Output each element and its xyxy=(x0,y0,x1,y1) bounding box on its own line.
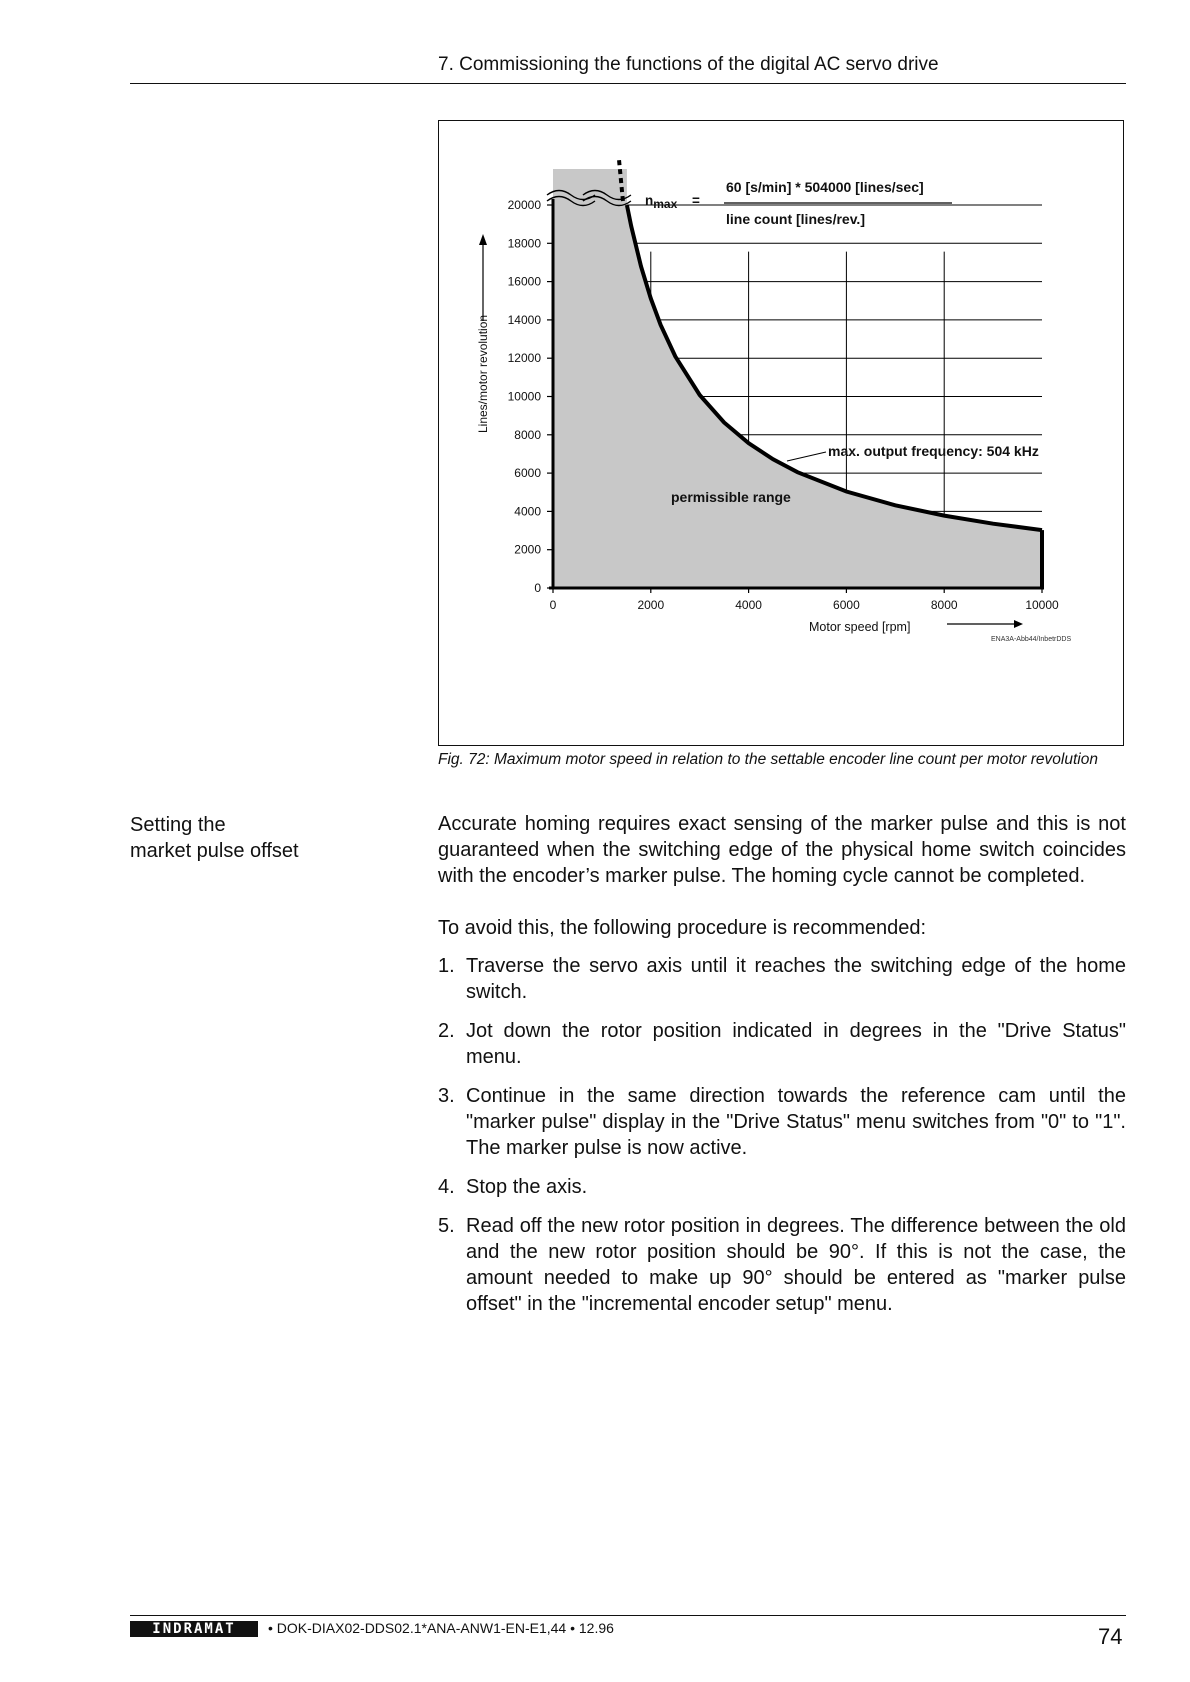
procedure-step xyxy=(438,1174,1126,1200)
procedure-lead: To avoid this, the following procedure is recommended: xyxy=(438,917,927,939)
y-tick-label: 6000 xyxy=(514,466,541,481)
curve-label-leader xyxy=(787,452,826,461)
y-tick-label: 0 xyxy=(534,581,541,595)
y-tick-label: 18000 xyxy=(507,236,541,251)
margin-heading-line-2: market pulse offset xyxy=(130,840,299,862)
procedure-step xyxy=(438,1083,1126,1161)
x-tick-label: 4000 xyxy=(735,598,762,612)
procedure-step xyxy=(438,1213,1126,1317)
header-rule xyxy=(130,83,1126,84)
step-text: Read off the new rotor position in degrees. The difference between the old and the new rotor position should be 90°. If this is not the case, the amount needed to make up 90° should be entered as "marker pulse offset" in the "incremental encoder setup" menu. xyxy=(466,1215,1126,1315)
step-text: Traverse the servo axis until it reaches the switching edge of the home switch. xyxy=(466,955,1126,1003)
formula-denominator: line count [lines/rev.] xyxy=(726,211,865,227)
formula-lhs: nmax xyxy=(645,193,678,211)
step-number: 1. xyxy=(438,955,455,977)
step-text: Continue in the same direction towards the reference cam until the "marker pulse" display in the "Drive Status" menu switches from "0" to "1". The marker pulse is now active. xyxy=(466,1085,1126,1159)
step-text: Jot down the rotor position indicated in degrees in the "Drive Status" menu. xyxy=(466,1020,1126,1068)
y-tick-label: 14000 xyxy=(507,312,541,327)
y-axis-arrow-head xyxy=(479,234,487,245)
indramat-logo: INDRAMAT xyxy=(130,1621,258,1637)
x-tick-label: 2000 xyxy=(637,598,665,612)
y-tick-label: 10000 xyxy=(507,389,541,404)
x-tick-label: 6000 xyxy=(833,598,860,612)
footer-rule xyxy=(130,1615,1126,1616)
step-text: Stop the axis. xyxy=(466,1176,588,1198)
region-label: permissible range xyxy=(671,489,791,505)
procedure-list xyxy=(438,953,1126,1317)
source-tag: ENA3A-Abb44/InbetrDDS xyxy=(991,636,1072,643)
procedure-step xyxy=(438,1018,1126,1070)
x-axis-arrow-head xyxy=(1014,620,1023,628)
intro-paragraph: Accurate homing requires exact sensing of the marker pulse and this is not guaranteed when the switching edge of the physical home switch coincides with the encoder’s marker pulse. The homing cycle cannot be completed. xyxy=(438,813,1126,887)
y-tick-label: 4000 xyxy=(514,504,541,519)
y-axis-label: Lines/motor revolution xyxy=(476,314,490,433)
chart xyxy=(439,121,1125,747)
permissible-area xyxy=(553,169,1042,588)
y-tick-label: 8000 xyxy=(514,427,541,442)
page-number: 74 xyxy=(1098,1624,1123,1649)
x-tick-label: 10000 xyxy=(1025,598,1059,612)
step-number: 3. xyxy=(438,1085,455,1107)
procedure-step xyxy=(438,953,1126,1005)
y-tick-label: 20000 xyxy=(507,198,541,212)
y-tick-label: 16000 xyxy=(507,274,541,289)
x-tick-label: 8000 xyxy=(930,598,958,612)
x-axis-label: Motor speed [rpm] xyxy=(809,620,911,634)
curve-label: max. output frequency: 504 kHz xyxy=(828,443,1039,459)
page-header-title: 7. Commissioning the functions of the digital AC servo drive xyxy=(438,54,939,75)
footer-document-id: • DOK-DIAX02-DDS02.1*ANA-ANW1-EN-E1,44 • 12.96 xyxy=(268,1620,614,1636)
x-tick-label: 0 xyxy=(549,598,557,612)
y-tick-label: 12000 xyxy=(507,351,541,366)
x-tick-labels xyxy=(550,588,1059,612)
step-number: 4. xyxy=(438,1176,455,1198)
step-number: 2. xyxy=(438,1020,455,1042)
step-number: 5. xyxy=(438,1215,455,1237)
figure-caption: Fig. 72: Maximum motor speed in relation to the settable encoder line count per motor revolution xyxy=(438,751,1098,768)
margin-heading xyxy=(130,812,299,864)
body-text xyxy=(438,811,1126,1330)
y-tick-label: 2000 xyxy=(514,542,541,557)
y-tick-labels xyxy=(508,198,553,595)
formula-numerator: 60 [s/min] * 504000 [lines/sec] xyxy=(726,179,924,195)
figure-frame xyxy=(438,120,1124,746)
margin-heading-line-1: Setting the xyxy=(130,814,226,836)
formula-equals: = xyxy=(692,193,700,208)
